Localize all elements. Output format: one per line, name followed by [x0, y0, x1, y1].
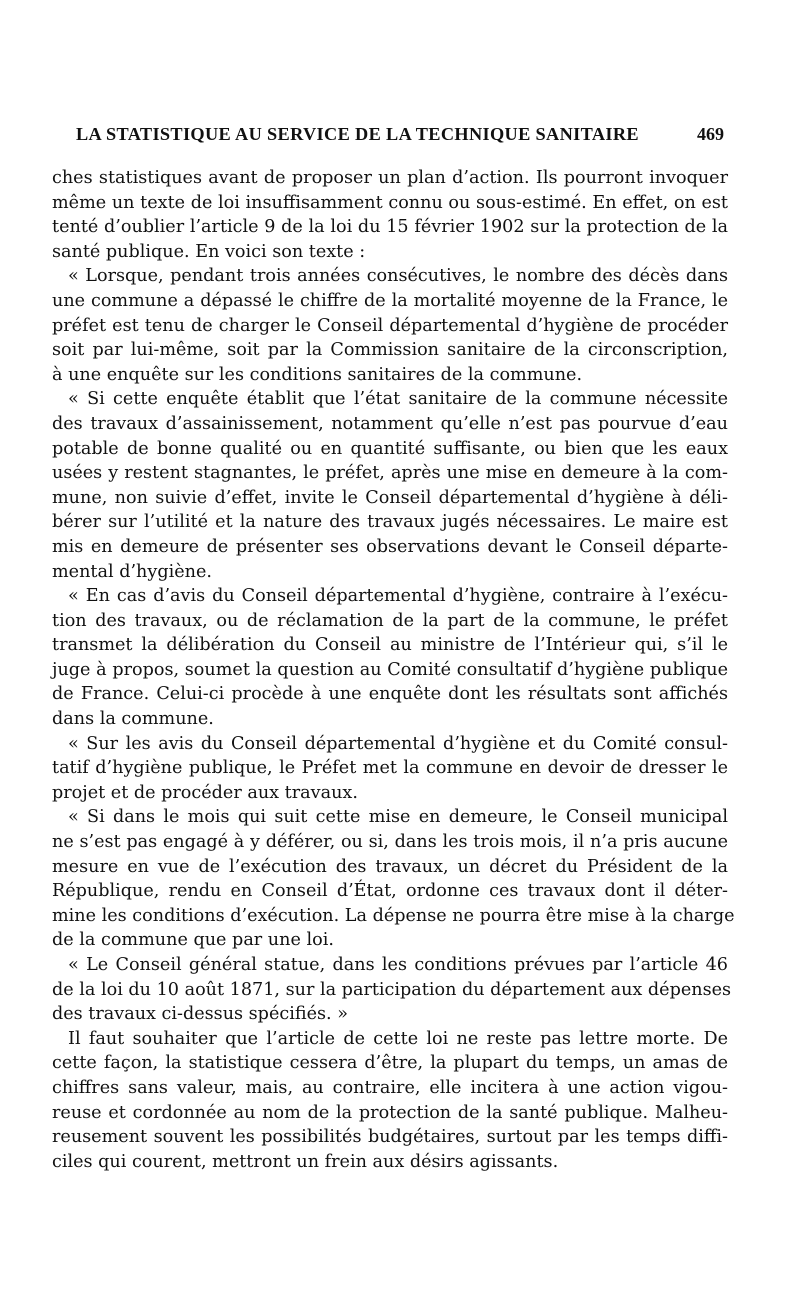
paragraph	[52, 1027, 728, 1175]
text-line: transmet la délibération du Conseil au ministre de l’Intérieur qui, s’il le	[52, 635, 728, 656]
text-line: République, rendu en Conseil d’État, ordonne ces travaux dont il déter-	[52, 881, 728, 902]
text-line: mine les conditions d’exécution. La dépense ne pourra être mise à la charge	[52, 905, 735, 926]
text-line: Il faut souhaiter que l’article de cette loi ne reste pas lettre morte. De	[68, 1028, 728, 1049]
paragraph	[52, 264, 728, 387]
text-line: mis en demeure de présenter ses observations devant le Conseil départe-	[52, 536, 728, 557]
text-line: de la loi du 10 août 1871, sur la participation du département aux dépenses	[52, 979, 732, 1000]
text-line: juge à propos, soumet la question au Comité consultatif d’hygiène publique	[52, 659, 728, 680]
text-line: des travaux ci-dessus spécifiés. »	[52, 1004, 348, 1025]
text-line: une commune a dépassé le chiffre de la mortalité moyenne de la France, le	[52, 290, 728, 311]
text-line: préfet est tenu de charger le Conseil départemental d’hygiène de procéder	[52, 315, 728, 336]
paragraph	[52, 387, 728, 584]
text-line: à une enquête sur les conditions sanitaires de la commune.	[52, 364, 583, 385]
text-line: tion des travaux, ou de réclamation de la part de la commune, le préfet	[52, 610, 728, 631]
text-line: mental d’hygiène.	[52, 561, 212, 582]
text-line: projet et de procéder aux travaux.	[52, 782, 358, 803]
paragraph	[52, 584, 728, 732]
body-text	[52, 166, 735, 1174]
text-line: ciles qui courent, mettront un frein aux désirs agissants.	[52, 1151, 559, 1172]
text-line: usées y restent stagnantes, le préfet, après une mise en demeure à la com-	[52, 463, 728, 484]
text-line: tatif d’hygiène publique, le Préfet met la commune en devoir de dresser le	[52, 758, 728, 779]
text-line: même un texte de loi insuffisamment connu ou sous-estimé. En effet, on est	[52, 192, 728, 213]
text-line: de la commune que par une loi.	[52, 930, 334, 951]
page-header	[76, 124, 724, 148]
text-line: « Le Conseil général statue, dans les conditions prévues par l’article 46	[68, 955, 728, 975]
text-line: de France. Celui-ci procède à une enquête dont les résultats sont affichés	[52, 684, 728, 705]
text-line: « Lorsque, pendant trois années consécutives, le nombre des décès dans	[68, 266, 728, 287]
text-line: cette façon, la statistique cessera d’être, la plupart du temps, un amas de	[52, 1053, 728, 1074]
text-line: « Si cette enquête établit que l’état sanitaire de la commune nécessite	[68, 389, 728, 410]
text-line: mune, non suivie d’effet, invite le Conseil départemental d’hygiène à déli-	[52, 487, 728, 508]
text-line: potable de bonne qualité ou en quantité suffisante, ou bien que les eaux	[52, 438, 728, 459]
text-line: reuse et cordonnée au nom de la protection de la santé publique. Malheu-	[52, 1102, 728, 1123]
text-line: « Sur les avis du Conseil départemental d’hygiène et du Comité consul-	[68, 733, 728, 754]
paragraph	[52, 953, 732, 1027]
text-line: mesure en vue de l’exécution des travaux, un décret du Président de la	[52, 856, 728, 877]
text-line: chiffres sans valeur, mais, au contraire, elle incitera à une action vigou-	[52, 1077, 728, 1098]
text-line: santé publique. En voici son texte :	[52, 241, 366, 262]
text-line: dans la commune.	[52, 709, 214, 730]
text-line: ne s’est pas engagé à y déférer, ou si, dans les trois mois, il n’a pris aucune	[52, 832, 728, 853]
text-line: reusement souvent les possibilités budgétaires, surtout par les temps diffi-	[52, 1127, 728, 1148]
text-line: des travaux d’assainissement, notamment qu’elle n’est pas pourvue d’eau	[52, 413, 728, 434]
text-line: « Si dans le mois qui suit cette mise en demeure, le Conseil municipal	[68, 807, 728, 828]
text-line: tenté d’oublier l’article 9 de la loi du 15 février 1902 sur la protection de la	[52, 217, 728, 238]
paragraph	[52, 166, 728, 264]
page-number: 469	[697, 124, 724, 144]
paragraph	[52, 805, 735, 953]
running-title: LA STATISTIQUE AU SERVICE DE LA TECHNIQUE SANITAIRE	[76, 124, 639, 144]
text-line: ches statistiques avant de proposer un plan d’action. Ils pourront invoquer	[52, 168, 728, 188]
text-line: « En cas d’avis du Conseil départemental d’hygiène, contraire à l’exécu-	[68, 586, 728, 607]
text-line: soit par lui-même, soit par la Commission sanitaire de la circonscription,	[52, 340, 728, 361]
text-line: bérer sur l’utilité et la nature des travaux jugés nécessaires. Le maire est	[52, 512, 728, 533]
paragraph	[52, 732, 728, 806]
